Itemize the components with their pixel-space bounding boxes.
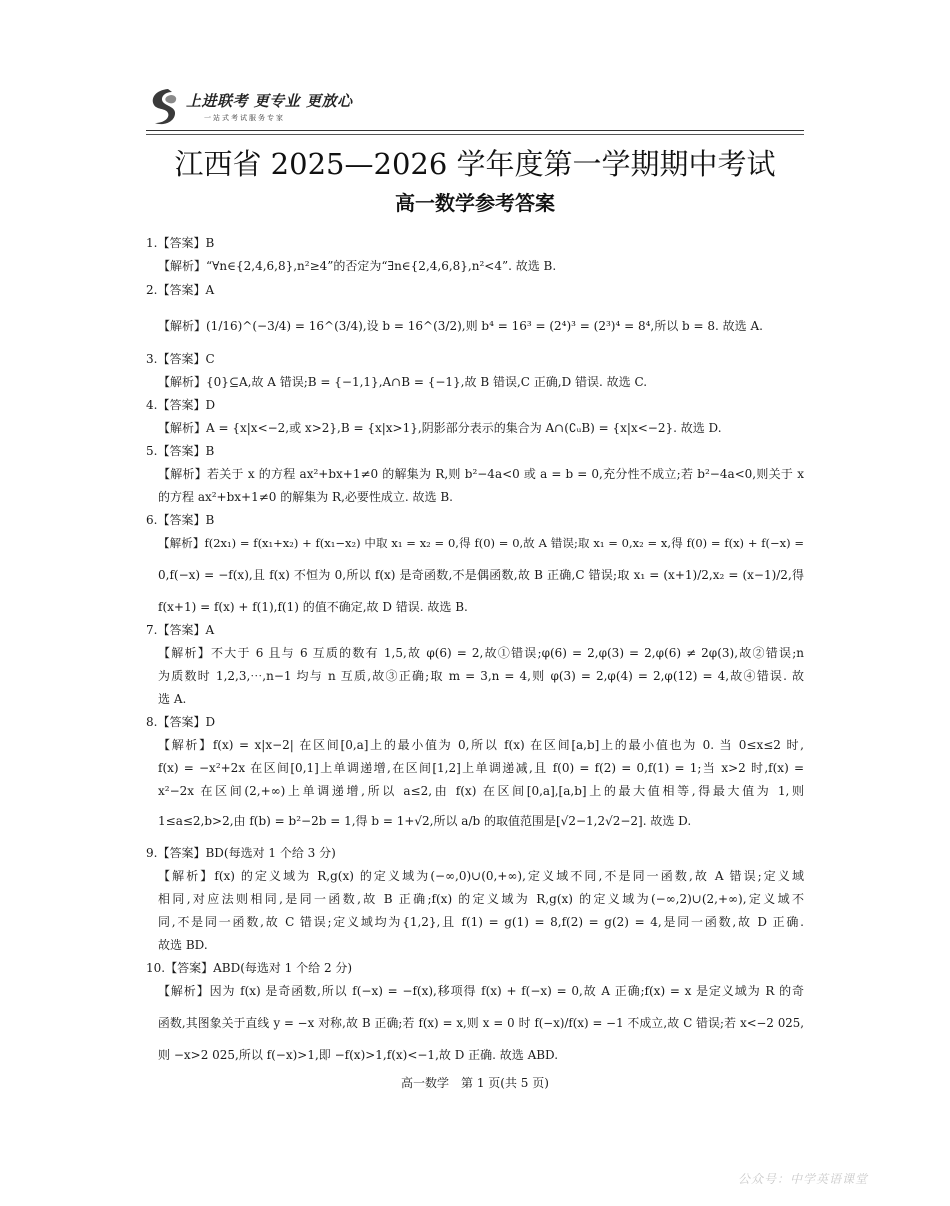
q6-analysis-line1: 【解析】f(2x₁) = f(x₁+x₂) + f(x₁−x₂) 中取 x₁ = x₂ = 0,得 f(0) = 0,故 A 错误;取 x₁ = 0,x₂ = x,得 f(0) = f(x) + f(−x) = <box>158 536 804 550</box>
q4-answer: 4.【答案】D <box>146 398 216 412</box>
q6-analysis-line2: 0,f(−x) = −f(x),且 f(x) 不恒为 0,所以 f(x) 是奇函数,不是偶函数,故 B 正确,C 错误;取 x₁ = (x+1)/2,x₂ = (x−1)/2,得 <box>158 568 804 582</box>
q8-answer: 8.【答案】D <box>146 715 216 729</box>
header-rule-thin <box>146 134 804 135</box>
q10-answer: 10.【答案】ABD(每选对 1 个给 2 分) <box>146 961 353 975</box>
q3-analysis: 【解析】{0}⊆A,故 A 错误;B = {−1,1},A∩B = {−1},故 B 错误,C 正确,D 错误. 故选 C. <box>158 375 648 389</box>
header-sub-slogan: 一站式考试服务专家 <box>204 114 285 122</box>
q8-analysis-line4: 1≤a≤2,b>2,由 f(b) = b²−2b = 1,得 b = 1+√2,所以 a/b 的取值范围是[√2−1,2√2−2]. 故选 D. <box>158 814 692 828</box>
q10-analysis-line1: 【解析】因为 f(x) 是奇函数,所以 f(−x) = −f(x),移项得 f(x) + f(−x) = 0,故 A 正确;f(x) = x 是定义域为 R 的奇 <box>158 984 804 998</box>
q7-analysis-line3: 选 A. <box>158 692 187 706</box>
watermark: 公众号：中学英语课堂 <box>738 1172 869 1186</box>
q4-analysis: 【解析】A = {x|x<−2,或 x>2},B = {x|x>1},阴影部分表示的集合为 A∩(∁ᵤB) = {x|x<−2}. 故选 D. <box>158 421 722 435</box>
q2-answer: 2.【答案】A <box>146 283 215 297</box>
q5-answer: 5.【答案】B <box>146 444 215 458</box>
q10-analysis-line2: 函数,其图象关于直线 y = −x 对称,故 B 正确;若 f(x) = x,则 x = 0 时 f(−x)/f(x) = −1 不成立,故 C 错误;若 x<−2 025, <box>158 1016 804 1030</box>
page-footer: 高一数学 第 1 页(共 5 页) <box>401 1076 549 1090</box>
q8-analysis-line2: f(x) = −x²+2x 在区间[0,1]上单调递增,在区间[1,2]上单调递减,且 f(0) = f(2) = 0,f(1) = 1;当 x>2 时,f(x) = <box>158 761 804 775</box>
q9-analysis-line3: 同,不是同一函数,故 C 错误;定义域均为{1,2},且 f(1) = g(1) = 8,f(2) = g(2) = 4,是同一函数,故 D 正确. <box>158 915 804 929</box>
q7-analysis-line1: 【解析】不大于 6 且与 6 互质的数有 1,5,故 φ(6) = 2,故①错误;φ(6) = 2,φ(3) = 2,φ(6) ≠ 2φ(3),故②错误;n <box>158 646 804 660</box>
q8-analysis-line3: x²−2x 在区间(2,+∞)上单调递增,所以 a≤2,由 f(x) 在区间[0,a],[a,b]上的最大值相等,得最大值为 1,则 <box>158 784 804 798</box>
q9-answer: 9.【答案】BD(每选对 1 个给 3 分) <box>146 846 336 860</box>
q5-analysis-line1: 【解析】若关于 x 的方程 ax²+bx+1≠0 的解集为 R,则 b²−4a<0 或 a = b = 0,充分性不成立;若 b²−4a<0,则关于 x <box>158 467 804 481</box>
q8-analysis-line1: 【解析】f(x) = x|x−2| 在区间[0,a]上的最小值为 0,所以 f(x) 在区间[a,b]上的最小值也为 0. 当 0≤x≤2 时, <box>158 738 804 752</box>
header-slogan: 上进联考 更专业 更放心 <box>186 92 353 110</box>
q1-analysis: 【解析】“∀n∈{2,4,6,8},n²≥4”的否定为“∃n∈{2,4,6,8},n²<4”. 故选 B. <box>158 259 557 273</box>
q10-analysis-line3: 则 −x>2 025,所以 f(−x)>1,即 −f(x)>1,f(x)<−1,故 D 正确. 故选 ABD. <box>158 1048 559 1062</box>
logo-swirl-icon <box>146 86 182 126</box>
header-rule <box>146 130 804 131</box>
q9-analysis-line1: 【解析】f(x) 的定义域为 R,g(x) 的定义域为(−∞,0)∪(0,+∞),定义域不同,不是同一函数,故 A 错误;定义域 <box>158 869 804 883</box>
q6-analysis-line3: f(x+1) = f(x) + f(1),f(1) 的值不确定,故 D 错误. 故选 B. <box>158 600 468 614</box>
q2-analysis: 【解析】(1/16)^(−3/4) = 16^(3/4),设 b = 16^(3/2),则 b⁴ = 16³ = (2⁴)³ = (2³)⁴ = 8⁴,所以 b = 8. 故选 A. <box>158 319 763 333</box>
q9-analysis-line4: 故选 BD. <box>158 938 208 952</box>
q5-analysis-line2: 的方程 ax²+bx+1≠0 的解集为 R,必要性成立. 故选 B. <box>158 490 453 504</box>
q9-analysis-line2: 相同,对应法则相同,是同一函数,故 B 正确;f(x) 的定义域为 R,g(x) 的定义域为(−∞,2)∪(2,+∞),定义域不 <box>158 892 804 906</box>
exam-title: 江西省 2025—2026 学年度第一学期期中考试 <box>174 147 776 181</box>
header-logo <box>146 86 376 130</box>
q6-answer: 6.【答案】B <box>146 513 215 527</box>
q7-analysis-line2: 为质数时 1,2,3,⋯,n−1 均与 n 互质,故③正确;取 m = 3,n = 4,则 φ(3) = 2,φ(4) = 2,φ(12) = 4,故④错误. 故 <box>158 669 804 683</box>
q1-answer: 1.【答案】B <box>146 236 215 250</box>
q3-answer: 3.【答案】C <box>146 352 215 366</box>
q7-answer: 7.【答案】A <box>146 623 215 637</box>
answer-key-title: 高一数学参考答案 <box>395 191 555 215</box>
